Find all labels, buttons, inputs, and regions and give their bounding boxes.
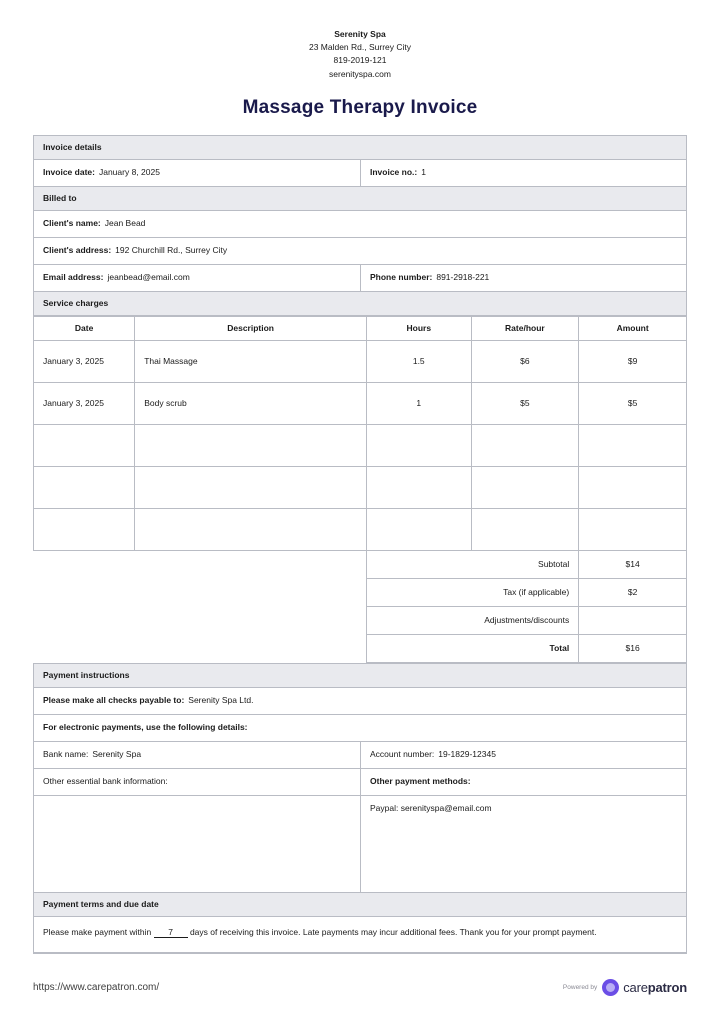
cell-amount xyxy=(579,424,687,466)
table-row[interactable] xyxy=(34,424,687,466)
table-row[interactable] xyxy=(34,340,687,382)
client-phone-value: 891-2918-221 xyxy=(436,272,490,283)
brand-bold-text: patron xyxy=(647,980,687,995)
col-header-rate: Rate/hour xyxy=(471,316,579,340)
cell-amount xyxy=(579,508,687,550)
invoice-meta-row xyxy=(34,160,686,187)
total-value: $16 xyxy=(579,634,687,662)
totals-spacer xyxy=(34,578,135,606)
subtotal-value: $14 xyxy=(579,550,687,578)
cell-rate xyxy=(471,424,579,466)
account-number-value: 19-1829-12345 xyxy=(438,749,496,760)
col-header-description: Description xyxy=(135,316,367,340)
other-details-values-row xyxy=(34,796,686,893)
service-charges-table xyxy=(33,316,687,663)
col-header-hours: Hours xyxy=(367,316,471,340)
client-name-row xyxy=(34,211,686,238)
bank-row xyxy=(34,742,686,769)
totals-row xyxy=(34,550,687,578)
cell-date: January 3, 2025 xyxy=(34,340,135,382)
payment-instructions-section xyxy=(33,664,687,954)
client-address-cell xyxy=(34,238,686,264)
client-email-value: jeanbead@email.com xyxy=(107,272,190,283)
table-row[interactable] xyxy=(34,466,687,508)
carepatron-link[interactable]: https://www.carepatron.com/ xyxy=(33,982,160,993)
payable-row xyxy=(34,688,686,715)
payable-value: Serenity Spa Ltd. xyxy=(188,695,254,706)
totals-spacer xyxy=(34,550,135,578)
table-row[interactable] xyxy=(34,508,687,550)
cell-description xyxy=(135,508,367,550)
invoice-date-value: January 8, 2025 xyxy=(98,167,160,178)
col-header-amount: Amount xyxy=(579,316,687,340)
cell-amount xyxy=(579,466,687,508)
client-name-value: Jean Bead xyxy=(104,218,146,229)
cell-hours: 1 xyxy=(367,382,471,424)
section-header-payment-instructions: Payment instructions xyxy=(34,664,686,687)
tax-value: $2 xyxy=(579,578,687,606)
cell-rate xyxy=(471,508,579,550)
powered-by-label: Powered by xyxy=(562,984,598,991)
client-email-cell xyxy=(34,265,360,291)
totals-row xyxy=(34,634,687,662)
cell-hours xyxy=(367,424,471,466)
invoice-no-value: 1 xyxy=(421,167,426,178)
service-charges-table-wrap xyxy=(33,316,687,664)
section-header-invoice-details: Invoice details xyxy=(34,136,686,159)
other-bank-info-cell xyxy=(34,769,360,795)
cell-description: Body scrub xyxy=(135,382,367,424)
terms-days-value[interactable]: 7 xyxy=(154,928,188,938)
cell-description xyxy=(135,466,367,508)
cell-hours: 1.5 xyxy=(367,340,471,382)
page-title: Massage Therapy Invoice xyxy=(242,96,478,118)
totals-row xyxy=(34,578,687,606)
cell-amount: $5 xyxy=(579,382,687,424)
totals-row xyxy=(34,606,687,634)
cell-date xyxy=(34,508,135,550)
cell-rate: $5 xyxy=(471,382,579,424)
section-header-service-charges: Service charges xyxy=(34,292,686,315)
totals-spacer xyxy=(135,578,367,606)
org-name: Serenity Spa xyxy=(334,29,386,39)
brand-light-text: care xyxy=(623,980,648,995)
electronic-payments-cell xyxy=(34,715,686,741)
client-name-cell xyxy=(34,211,686,237)
totals-spacer xyxy=(135,606,367,634)
invoice-details-section xyxy=(33,135,687,316)
account-number-cell xyxy=(360,742,686,768)
other-bank-info-value[interactable] xyxy=(34,796,360,892)
other-payment-methods-label: Other payment methods: xyxy=(370,776,471,787)
client-address-value: 192 Churchill Rd., Surrey City xyxy=(115,245,228,256)
invoice-date-cell xyxy=(34,160,360,186)
org-address: 23 Malden Rd., Surrey City xyxy=(308,42,412,53)
section-header-billed-to: Billed to xyxy=(34,187,686,210)
cell-hours xyxy=(367,466,471,508)
cell-date xyxy=(34,424,135,466)
client-phone-label: Phone number: xyxy=(370,272,433,283)
cell-hours xyxy=(367,508,471,550)
cell-rate: $6 xyxy=(471,340,579,382)
invoice-no-label: Invoice no.: xyxy=(370,167,418,178)
payment-terms-text xyxy=(34,917,686,952)
other-details-row xyxy=(34,769,686,796)
other-payment-methods-value[interactable]: Paypal: serenityspa@email.com xyxy=(360,796,686,892)
adjustments-label: Adjustments/discounts xyxy=(367,606,579,634)
payable-cell xyxy=(34,688,686,714)
terms-text-before: Please make payment within xyxy=(43,926,152,937)
client-contact-row xyxy=(34,265,686,292)
bank-name-cell xyxy=(34,742,360,768)
table-row[interactable] xyxy=(34,382,687,424)
bank-name-value: Serenity Spa xyxy=(92,749,142,760)
account-number-label: Account number: xyxy=(370,749,435,760)
adjustments-value xyxy=(579,606,687,634)
invoice-date-label: Invoice date: xyxy=(43,167,95,178)
organization-block xyxy=(33,28,687,81)
powered-by-block xyxy=(563,979,687,996)
cell-description xyxy=(135,424,367,466)
other-bank-info-label: Other essential bank information: xyxy=(43,776,168,787)
total-label: Total xyxy=(367,634,579,662)
org-website: serenityspa.com xyxy=(329,68,391,79)
client-address-label: Client's address: xyxy=(43,245,112,256)
cell-date: January 3, 2025 xyxy=(34,382,135,424)
bank-name-label: Bank name: xyxy=(43,749,89,760)
section-header-payment-terms: Payment terms and due date xyxy=(34,893,686,916)
totals-spacer xyxy=(34,634,135,662)
col-header-date: Date xyxy=(34,316,135,340)
client-address-row xyxy=(34,238,686,265)
org-phone: 819-2019-121 xyxy=(333,55,387,66)
payable-label: Please make all checks payable to: xyxy=(43,695,185,706)
electronic-payments-row xyxy=(34,715,686,742)
other-payment-methods-cell xyxy=(360,769,686,795)
client-email-label: Email address: xyxy=(43,272,104,283)
carepatron-mark-icon xyxy=(602,979,619,996)
cell-description: Thai Massage xyxy=(135,340,367,382)
cell-date xyxy=(34,466,135,508)
invoice-no-cell xyxy=(360,160,686,186)
client-name-label: Client's name: xyxy=(43,218,101,229)
subtotal-label: Subtotal xyxy=(367,550,579,578)
carepatron-logo xyxy=(602,979,687,996)
page-footer xyxy=(33,979,687,996)
payment-terms-row xyxy=(34,917,686,953)
carepatron-wordmark xyxy=(623,980,687,995)
totals-spacer xyxy=(34,606,135,634)
totals-spacer xyxy=(135,634,367,662)
electronic-payments-label: For electronic payments, use the following details: xyxy=(43,722,248,733)
cell-rate xyxy=(471,466,579,508)
client-phone-cell xyxy=(360,265,686,291)
tax-label: Tax (if applicable) xyxy=(367,578,579,606)
terms-text-after: days of receiving this invoice. Late payments may incur additional fees. Thank you for your prompt payment. xyxy=(189,926,597,937)
table-header-row xyxy=(34,316,687,340)
totals-spacer xyxy=(135,550,367,578)
cell-amount: $9 xyxy=(579,340,687,382)
